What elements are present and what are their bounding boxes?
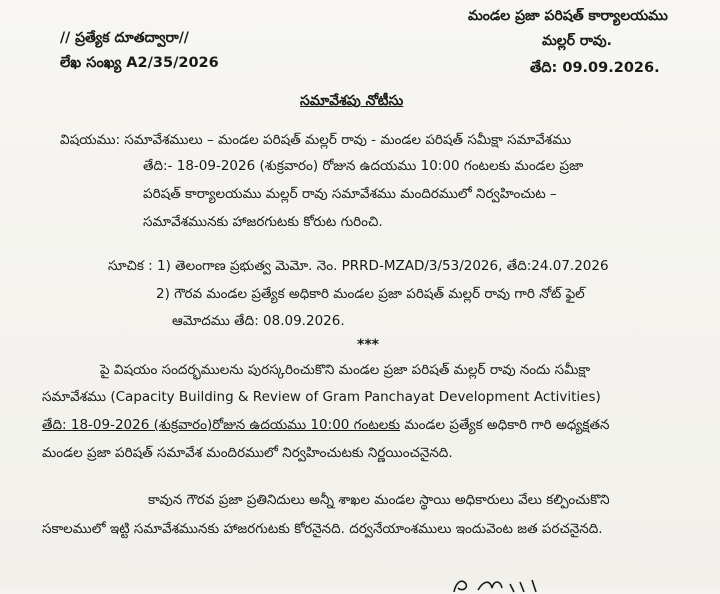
body-para-1-line-1: పై విషయం సందర్భములను పురస్కరించుకొని మండల ప్రజా పరిషత్ మల్లర్ రావు నందు సమీక్షా (100, 362, 591, 378)
subject-line-4: సమావేశమునకు హాజరగుటకు కోరుట గురించి. (143, 214, 383, 230)
subject-line-3: పరిషత్ కార్యాలయము మల్లర్ రావు సమావేశము మందిరములో నిర్వహించుట – (143, 186, 557, 202)
meeting-chair-text: మండల ప్రత్యేక అధికారి గారి అధ్యక్షతన (400, 417, 610, 433)
body-para-1-line-4: మండల ప్రజా పరిషత్ సమావేశ మందిరములో నిర్వహించుటకు నిర్ణయించనైనది. (42, 445, 453, 461)
meeting-date-underlined: తేది: 18-09-2026 (శుక్రవారం)రోజున ఉదయము 10:00 గంటలకు (42, 417, 401, 433)
reference-2-line-2: ఆమోదము తేది: 08.09.2026. (172, 313, 345, 329)
subject-line-1: విషయము: సమావేశములు – మండల పరిషత్ మల్లర్ రావు - మండల పరిషత్ సమీక్షా సమావేశము (60, 132, 572, 148)
header-letter-number: లేఖ సంఖ్య A2/35/2026 (60, 55, 219, 71)
body-para-2-line-2: సకాలములో ఇట్టి సమావేశమునకు హాజరగుటకు కోరనైనది. దర్వనేయాంశములు ఇందువెంట జత పరచనైనది. (42, 521, 603, 537)
notice-title: సమావేశపు నోటీసు (300, 93, 404, 109)
header-office-name: మండల ప్రజా పరిషత్ కార్యాలయము (468, 8, 668, 24)
reference-1: సూచిక : 1) తెలంగాణ ప్రభుత్వ మెమో. నెం. PRRD-MZAD/3/53/2026, తేది:24.07.2026 (108, 258, 609, 274)
signature (440, 574, 590, 594)
header-courier-note: // ప్రత్యేక దూతద్వారా// (60, 30, 189, 46)
subject-line-2: తేది:- 18-09-2026 (శుక్రవారం) రోజున ఉదయము 10:00 గంటలకు మండల ప్రజా (143, 158, 584, 174)
header-office-place: మల్లర్ రావు. (542, 33, 612, 49)
body-para-1-line-2: సమావేశము (Capacity Building & Review of Gram Panchayat Development Activities) (42, 389, 601, 405)
reference-2-line-1: 2) గౌరవ మండల ప్రత్యేక అధికారి మండల ప్రజా పరిషత్ మల్లర్ రావు గారి నోట్ ఫైల్ (156, 286, 585, 302)
header-date: తేది: 09.09.2026. (530, 60, 660, 76)
separator: *** (357, 337, 379, 353)
body-para-2-line-1: కావున గౌరవ ప్రజా ప్రతినిదులు అన్నీ శాఖల మండల స్థాయి అధికారులు వేలు కల్పించుకొని (148, 492, 610, 508)
body-para-1-line-3 (42, 417, 609, 436)
